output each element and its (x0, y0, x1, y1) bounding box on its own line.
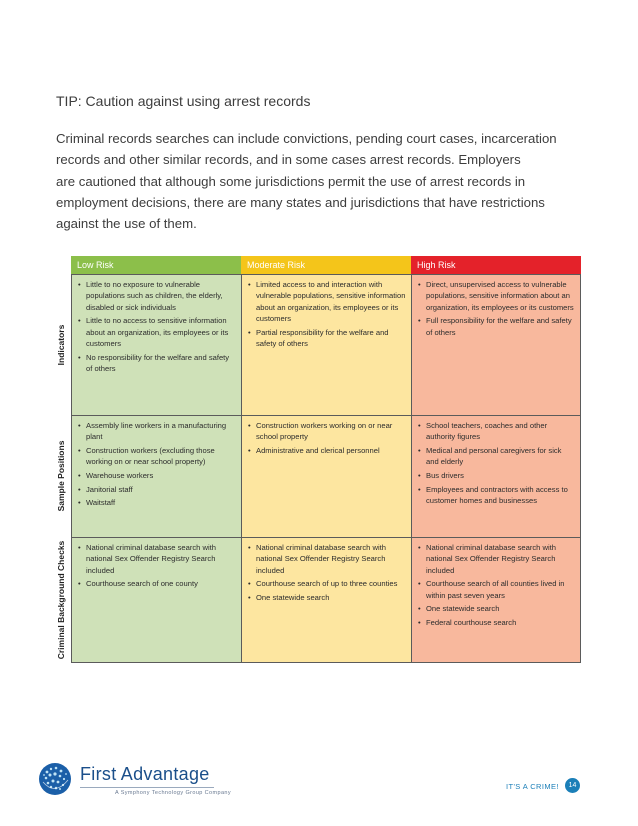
list-item: • No responsibility for the welfare and safety of others (78, 352, 236, 375)
list-item: • One statewide search (248, 592, 406, 603)
list-item: • Construction workers (excluding those working on or near school property) (78, 445, 236, 468)
list-item: • Federal courthouse search (418, 617, 575, 628)
list-item: • Full responsibility for the welfare and safety of others (418, 315, 575, 338)
row-label-background-checks: Criminal Background Checks (56, 540, 66, 660)
globe-logo-icon (38, 762, 72, 796)
intro-paragraph (56, 128, 576, 234)
table-cell (241, 274, 412, 416)
brand-tagline: A Symphony Technology Group Company (115, 790, 232, 796)
list-item: • Construction workers working on or near school property (248, 420, 406, 443)
header-high-risk: High Risk (411, 256, 581, 274)
list-item: • Waitstaff (78, 497, 236, 508)
list-item: • One statewide search (418, 603, 575, 614)
table-cell (71, 415, 242, 538)
list-item: • Partial responsibility for the welfare and safety of others (248, 327, 406, 350)
list-item: • Direct, unsupervised access to vulnerable populations, sensitive information about an organization, its employees or its customers (418, 279, 575, 313)
list-item: • Courthouse search of up to three counties (248, 578, 406, 589)
list-item: • Medical and personal caregivers for sick and elderly (418, 445, 575, 468)
paragraph-line: employment decisions, there are many states and jurisdictions that have restrictions (56, 194, 545, 210)
paragraph-line: against the use of them. (56, 216, 197, 232)
list-item: • Janitorial staff (78, 484, 236, 495)
divider (80, 787, 214, 788)
brand-name: First Advantage (80, 764, 210, 784)
paragraph-line: are cautioned that although some jurisdictions permit the use of arrest records in (56, 173, 526, 189)
list-item: • National criminal database search with national Sex Offender Registry Search included (248, 542, 406, 576)
table-cell (71, 537, 242, 663)
row-label-sample-positions: Sample Positions (56, 440, 66, 512)
list-item: • Courthouse search of one county (78, 578, 236, 589)
table-cell (241, 415, 412, 538)
header-low-risk: Low Risk (71, 256, 241, 274)
page-number: 14 (565, 778, 580, 793)
table-cell (241, 537, 412, 663)
list-item: • Bus drivers (418, 470, 575, 481)
row-label-indicators: Indicators (56, 324, 66, 365)
list-item: • National criminal database search with national Sex Offender Registry Search included (418, 542, 575, 576)
list-item: • Employees and contractors with access to customer homes and businesses (418, 484, 575, 507)
header-moderate-risk: Moderate Risk (241, 256, 411, 274)
list-item: • Little to no exposure to vulnerable populations such as children, the elderly, disabled or sick individuals (78, 279, 236, 313)
list-item: • Limited access to and interaction with vulnerable populations, sensitive information about an organization, its employees or its customers (248, 279, 406, 324)
table-cell (411, 537, 581, 663)
table-cell (71, 274, 242, 416)
list-item: • School teachers, coaches and other authority figures (418, 420, 575, 443)
paragraph-line: Criminal records searches can include convictions, pending court cases, incarceration (56, 131, 557, 146)
table-cell (411, 415, 581, 538)
list-item: • National criminal database search with national Sex Offender Registry Search included (78, 542, 236, 576)
tip-heading: TIP: Caution against using arrest records (56, 93, 311, 109)
section-label: IT'S A CRIME! (506, 782, 559, 791)
table-cell (411, 274, 581, 416)
list-item: • Little to no access to sensitive information about an organization, its employees or its customers (78, 315, 236, 349)
list-item: • Warehouse workers (78, 470, 236, 481)
list-item: • Administrative and clerical personnel (248, 445, 406, 456)
list-item: • Assembly line workers in a manufacturing plant (78, 420, 236, 443)
paragraph-line: records and other similar records, and in some cases arrest records. Employers (56, 152, 521, 168)
list-item: • Courthouse search of all counties lived in within past seven years (418, 578, 575, 601)
